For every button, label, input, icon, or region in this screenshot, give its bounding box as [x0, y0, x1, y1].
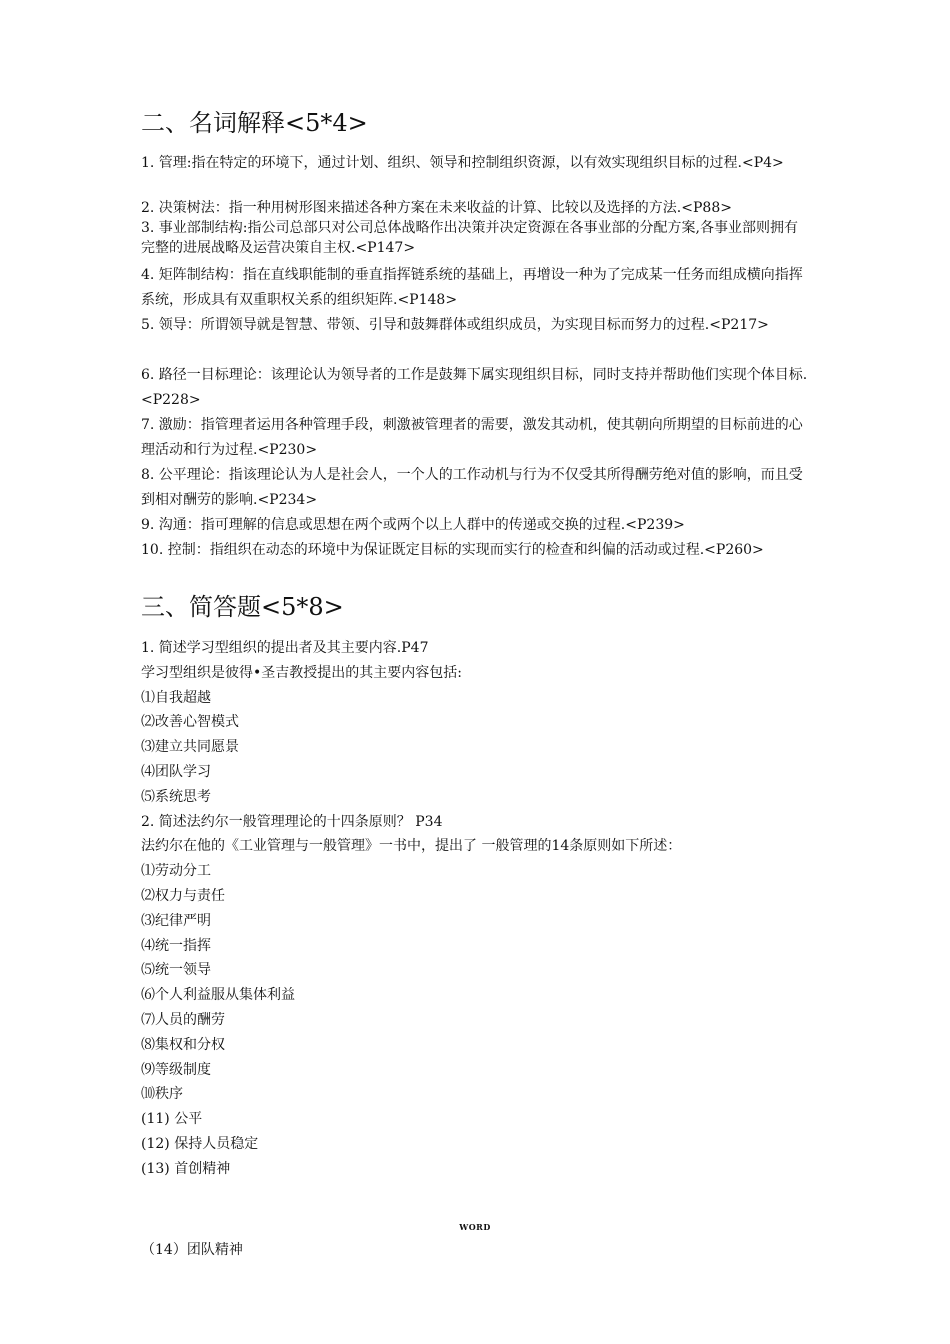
term-item-9: 9. 沟通：指可理解的信息或思想在两个或两个以上人群中的传递或交换的过程.<P239>	[141, 517, 685, 533]
terms-list	[141, 153, 809, 588]
q2-point-1: ⑴劳动分工	[141, 863, 211, 880]
q2-point-6: ⑹个人利益服从集体利益	[141, 987, 295, 1004]
short-answer-list	[141, 636, 809, 1182]
q2-point-13: (13) 首创精神	[141, 1160, 231, 1177]
q2-point-4: ⑷统一指挥	[141, 937, 211, 954]
section-heading-short-answer: 三、简答题<5*8>	[141, 593, 344, 621]
q2-point-5: ⑸统一领导	[141, 962, 211, 979]
q1-point-4: ⑷团队学习	[141, 763, 211, 780]
q2-point-7: ⑺人员的酬劳	[141, 1011, 225, 1028]
term-item-3: 3. 事业部制结构:指公司总部只对公司总体战略作出决策并决定资源在各事业部的分配方案,各事业部则拥有完整的进展战略及运营决策自主权.<P147>	[141, 220, 798, 256]
question-2-intro: 法约尔在他的《工业管理与一般管理》一书中，提出了 一般管理的14条原则如下所述：	[141, 838, 682, 855]
q2-point-12: (12) 保持人员稳定	[141, 1135, 259, 1152]
q1-point-1: ⑴自我超越	[141, 689, 211, 706]
q2-point-8: ⑻集权和分权	[141, 1036, 225, 1053]
q2-point-9: ⑼等级制度	[141, 1061, 211, 1078]
term-item-5: 5. 领导：所谓领导就是智慧、带领、引导和鼓舞群体或组织成员，为实现目标而努力的过程.<P217>	[141, 317, 769, 333]
section-heading-terms: 二、名词解释<5*4>	[141, 109, 368, 137]
q2-point-10: ⑽秩序	[141, 1086, 183, 1103]
term-item-4: 4. 矩阵制结构：指在直线职能制的垂直指挥链系统的基础上，再增设一种为了完成某一任务而组成横向指挥系统，形成具有双重职权关系的组织矩阵.<P148>	[141, 267, 803, 308]
q2-point-2: ⑵权力与责任	[141, 887, 225, 904]
q1-point-5: ⑸系统思考	[141, 788, 211, 805]
term-item-1: 1. 管理:指在特定的环境下，通过计划、组织、领导和控制组织资源，以有效实现组织目标的过程.<P4>	[141, 155, 784, 171]
term-item-7: 7. 激励：指管理者运用各种管理手段，刺激被管理者的需要，激发其动机，使其朝向所期望的目标前进的心理活动和行为过程.<P230>	[141, 417, 803, 458]
question-2: 2. 简述法约尔一般管理理论的十四条原则？ P34	[141, 813, 443, 830]
page-footer-label: WORD	[459, 1222, 491, 1232]
question-1: 1. 简述学习型组织的提出者及其主要内容.P47	[141, 640, 429, 656]
term-item-2: 2. 决策树法：指一种用树形图来描述各种方案在未来收益的计算、比较以及选择的方法.<P88>	[141, 200, 732, 216]
term-item-8: 8. 公平理论：指该理论认为人是社会人，一个人的工作动机与行为不仅受其所得酬劳绝对值的影响，而且受到相对酬劳的影响.<P234>	[141, 467, 803, 508]
q2-point-3: ⑶纪律严明	[141, 912, 211, 929]
q2-point-11: (11) 公平	[141, 1111, 203, 1128]
term-item-10: 10. 控制：指组织在动态的环境中为保证既定目标的实现而实行的检查和纠偏的活动或过程.<P260>	[141, 542, 764, 558]
q1-point-2: ⑵改善心智模式	[141, 714, 239, 731]
question-1-intro: 学习型组织是彼得•圣吉教授提出的其主要内容包括:	[141, 664, 462, 681]
q1-point-3: ⑶建立共同愿景	[141, 739, 239, 756]
term-item-6: 6. 路径一目标理论：该理论认为领导者的工作是鼓舞下属实现组织目标，同时支持并帮助他们实现个体目标.<P228>	[141, 367, 808, 408]
q2-point-14: （14）团队精神	[141, 1242, 243, 1258]
